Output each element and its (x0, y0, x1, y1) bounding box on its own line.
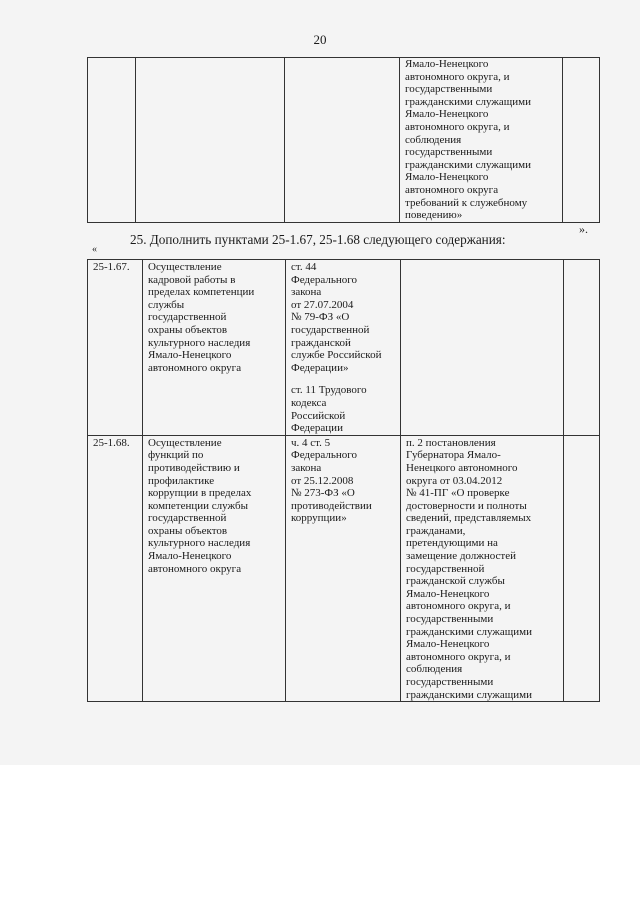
closing-quote: ». (579, 222, 588, 236)
continued-table (87, 57, 600, 223)
table-cell-regional-act (401, 260, 564, 436)
table-cell-number (88, 58, 136, 223)
federal-law-text: ч. 4 ст. 5 Федерального закона от 25.12.2008 № 273-ФЗ «О противодействии коррупции» (291, 436, 372, 525)
table-cell-number (88, 435, 143, 701)
function-text: Осуществление функций по противодействию и профилактике коррупции в пределах компетенции службы государственной охраны объектов культурного наследия Ямало-Ненецкого автономного округа (148, 436, 252, 575)
regional-act-text: Ямало-Ненецкого автономного округа, и государственными гражданскими служащими Ямало-Ненецкого автономного округа, и соблюдения государственными гражданскими служащими Ямало-Ненецкого автономного округа требований к служебному поведению» (405, 58, 531, 222)
table-cell-empty (564, 435, 600, 701)
table-cell-federal-law (285, 58, 400, 223)
table-cell-empty (564, 260, 600, 436)
table-cell-function (136, 58, 285, 223)
table-cell-function (143, 260, 286, 436)
opening-quote: « (92, 244, 97, 255)
function-text: Осуществление кадровой работы в пределах компетенции службы государственной охраны объектов культурного наследия Ямало-Ненецкого автономного округа (148, 261, 255, 374)
item-number: 25-1.67. (93, 261, 130, 273)
amendment-heading: 25. Дополнить пунктами 25-1.67, 25-1.68 следующего содержания: (130, 232, 506, 247)
labor-code-text: ст. 11 Трудового кодекса Российской Федерации (291, 384, 367, 435)
table-row (88, 260, 600, 436)
table-cell-function (143, 435, 286, 701)
table-cell-regional-act (401, 435, 564, 701)
amendment-table (87, 259, 600, 702)
table-cell-federal-law (286, 435, 401, 701)
table-cell-number (88, 260, 143, 436)
item-number: 25-1.68. (93, 436, 130, 449)
table-cell-empty (563, 58, 600, 223)
table-cell-federal-law (286, 260, 401, 436)
table-row (88, 58, 600, 223)
page-number: 20 (313, 32, 327, 47)
federal-law-text: ст. 44 Федерального закона от 27.07.2004 № 79-ФЗ «О государственной гражданской службе Российской Федерации» (291, 261, 382, 374)
table-row (88, 435, 600, 701)
table-cell-regional-act (400, 58, 563, 223)
regional-act-text: п. 2 постановления Губернатора Ямало- Ненецкого автономного округа от 03.04.2012 № 41-ПГ «О проверке достоверности и полноты сведений, представляемых гражданами, претендующими на замещение должностей государственной гражданской службы Ямало-Ненецкого автономного округа, и государственными гражданскими служащими Ямало-Ненецкого автономного округа, и соблюдения государственными гражданскими служащими (406, 436, 532, 701)
